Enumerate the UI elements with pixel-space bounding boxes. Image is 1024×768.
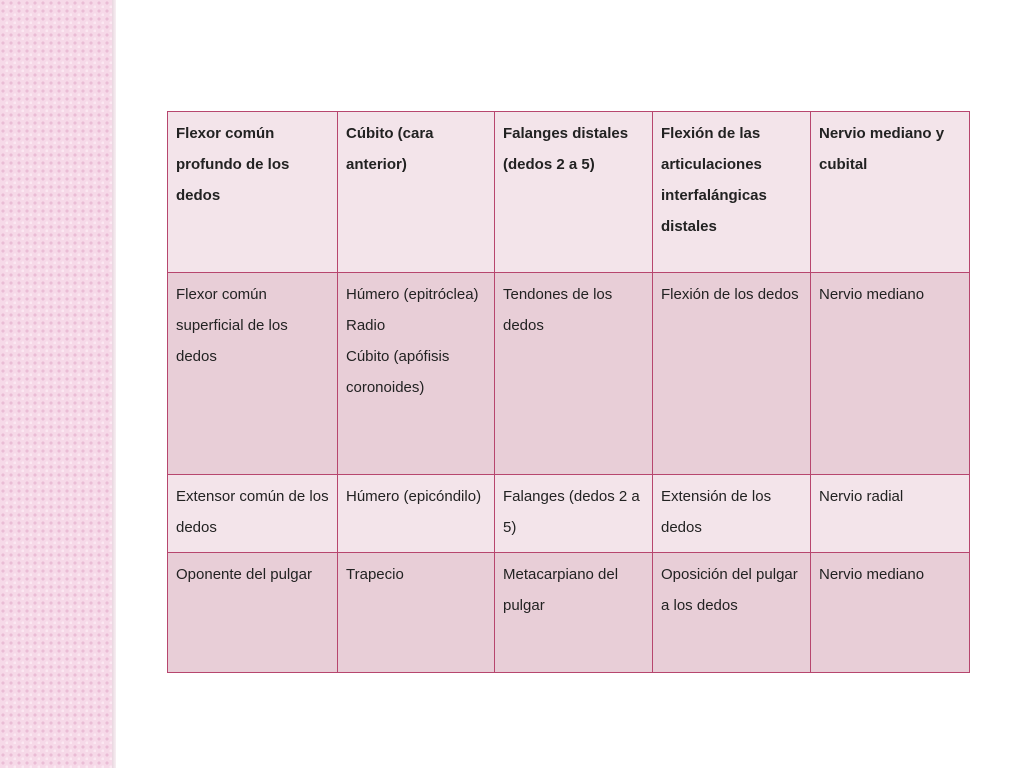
- table-cell: Húmero (epicóndilo): [338, 475, 495, 553]
- side-pattern-edge: [112, 0, 116, 768]
- table-cell: Trapecio: [338, 553, 495, 673]
- table-cell: Extensión de los dedos: [653, 475, 811, 553]
- table-cell: [338, 273, 495, 475]
- table-row: [168, 475, 970, 553]
- table-cell: Nervio radial: [811, 475, 970, 553]
- muscle-table: [167, 111, 970, 673]
- muscle-table-container: [167, 111, 969, 673]
- table-row: [168, 553, 970, 673]
- table-cell: Flexor común superficial de los dedos: [168, 273, 338, 475]
- table-cell: Nervio mediano: [811, 553, 970, 673]
- table-cell: Metacarpiano del pulgar: [495, 553, 653, 673]
- table-cell: Nervio mediano y cubital: [811, 112, 970, 273]
- table-cell: Flexión de las articulaciones interfalángicas distales: [653, 112, 811, 273]
- table-cell: Tendones de los dedos: [495, 273, 653, 475]
- cell-line: Húmero (epitróclea): [346, 286, 479, 303]
- table-cell: Oponente del pulgar: [168, 553, 338, 673]
- table-cell: Extensor común de los dedos: [168, 475, 338, 553]
- decorative-side-pattern: [0, 0, 112, 768]
- cell-line: Cúbito (apófisis coronoides): [346, 348, 450, 396]
- table-cell: Flexión de los dedos: [653, 273, 811, 475]
- table-row: [168, 112, 970, 273]
- cell-line: Radio: [346, 317, 386, 334]
- table-cell: Oposición del pulgar a los dedos: [653, 553, 811, 673]
- table-row: [168, 273, 970, 475]
- table-cell: Falanges distales (dedos 2 a 5): [495, 112, 653, 273]
- table-cell: Falanges (dedos 2 a 5): [495, 475, 653, 553]
- table-cell: Nervio mediano: [811, 273, 970, 475]
- table-cell: Flexor común profundo de los dedos: [168, 112, 338, 273]
- table-cell: Cúbito (cara anterior): [338, 112, 495, 273]
